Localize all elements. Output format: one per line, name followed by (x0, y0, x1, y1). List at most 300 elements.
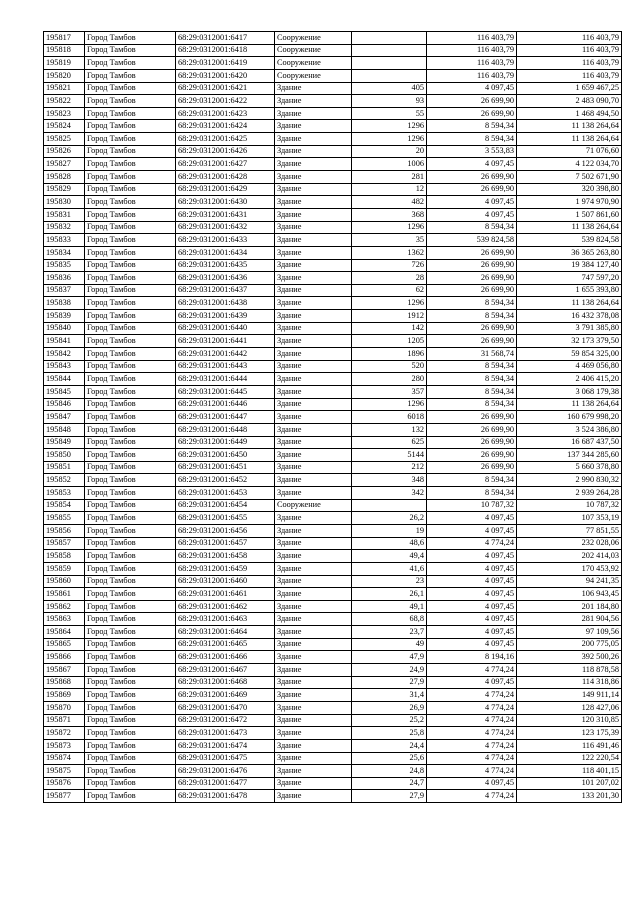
cadastral-number-cell: 68:29:0312001:6422 (176, 95, 275, 108)
municipality-cell: Город Тамбов (85, 512, 176, 525)
cadastral-value-cell: 116 403,79 (517, 32, 622, 45)
record-number-cell: 195846 (44, 398, 85, 411)
cadastral-value-cell: 160 679 998,20 (517, 411, 622, 424)
specific-value-cell: 4 097,45 (427, 512, 517, 525)
area-cell: 26,9 (352, 701, 427, 714)
table-row (44, 284, 622, 297)
record-number-cell: 195839 (44, 310, 85, 323)
object-type-cell: Здание (275, 714, 352, 727)
cadastral-number-cell: 68:29:0312001:6424 (176, 120, 275, 133)
record-number-cell: 195821 (44, 82, 85, 95)
municipality-cell: Город Тамбов (85, 449, 176, 462)
municipality-cell: Город Тамбов (85, 626, 176, 639)
cadastral-number-cell: 68:29:0312001:6456 (176, 524, 275, 537)
area-cell: 1296 (352, 133, 427, 146)
record-number-cell: 195822 (44, 95, 85, 108)
table-row (44, 348, 622, 361)
table-row (44, 651, 622, 664)
specific-value-cell: 26 699,90 (427, 411, 517, 424)
table-row (44, 638, 622, 651)
cadastral-value-cell: 3 791 385,80 (517, 322, 622, 335)
specific-value-cell: 26 699,90 (427, 246, 517, 259)
object-type-cell: Здание (275, 739, 352, 752)
object-type-cell: Здание (275, 120, 352, 133)
specific-value-cell: 8 594,34 (427, 310, 517, 323)
object-type-cell: Здание (275, 423, 352, 436)
cadastral-number-cell: 68:29:0312001:6451 (176, 461, 275, 474)
record-number-cell: 195827 (44, 158, 85, 171)
cadastral-number-cell: 68:29:0312001:6460 (176, 575, 275, 588)
area-cell (352, 57, 427, 70)
area-cell: 41,6 (352, 562, 427, 575)
object-type-cell: Здание (275, 550, 352, 563)
object-type-cell: Сооружение (275, 499, 352, 512)
record-number-cell: 195877 (44, 790, 85, 803)
table-row (44, 297, 622, 310)
table-row (44, 752, 622, 765)
cadastral-number-cell: 68:29:0312001:6461 (176, 588, 275, 601)
record-number-cell: 195860 (44, 575, 85, 588)
municipality-cell: Город Тамбов (85, 348, 176, 361)
area-cell: 27,9 (352, 676, 427, 689)
cadastral-value-cell: 71 076,60 (517, 145, 622, 158)
record-number-cell: 195830 (44, 196, 85, 209)
municipality-cell: Город Тамбов (85, 550, 176, 563)
cadastral-value-cell: 2 406 415,20 (517, 373, 622, 386)
cadastral-value-cell: 16 687 437,50 (517, 436, 622, 449)
specific-value-cell: 26 699,90 (427, 171, 517, 184)
municipality-cell: Город Тамбов (85, 57, 176, 70)
municipality-cell: Город Тамбов (85, 272, 176, 285)
municipality-cell: Город Тамбов (85, 183, 176, 196)
cadastral-number-cell: 68:29:0312001:6434 (176, 246, 275, 259)
object-type-cell: Здание (275, 436, 352, 449)
cadastral-number-cell: 68:29:0312001:6463 (176, 613, 275, 626)
specific-value-cell: 4 774,24 (427, 664, 517, 677)
table-row (44, 689, 622, 702)
area-cell: 1205 (352, 335, 427, 348)
table-row (44, 32, 622, 45)
area-cell: 24,8 (352, 765, 427, 778)
table-row (44, 423, 622, 436)
object-type-cell: Здание (275, 461, 352, 474)
cadastral-number-cell: 68:29:0312001:6458 (176, 550, 275, 563)
object-type-cell: Здание (275, 752, 352, 765)
table-row (44, 107, 622, 120)
object-type-cell: Здание (275, 790, 352, 803)
specific-value-cell: 4 774,24 (427, 765, 517, 778)
municipality-cell: Город Тамбов (85, 107, 176, 120)
object-type-cell: Здание (275, 335, 352, 348)
area-cell: 1296 (352, 297, 427, 310)
specific-value-cell: 8 594,34 (427, 221, 517, 234)
cadastral-number-cell: 68:29:0312001:6427 (176, 158, 275, 171)
municipality-cell: Город Тамбов (85, 575, 176, 588)
object-type-cell: Здание (275, 272, 352, 285)
table-row (44, 765, 622, 778)
cadastral-number-cell: 68:29:0312001:6433 (176, 234, 275, 247)
cadastral-value-cell: 11 138 264,64 (517, 120, 622, 133)
cadastral-value-cell: 2 939 264,28 (517, 487, 622, 500)
record-number-cell: 195854 (44, 499, 85, 512)
record-number-cell: 195819 (44, 57, 85, 70)
area-cell: 28 (352, 272, 427, 285)
record-number-cell: 195826 (44, 145, 85, 158)
cadastral-value-cell: 32 173 379,50 (517, 335, 622, 348)
cadastral-value-cell: 11 138 264,64 (517, 133, 622, 146)
object-type-cell: Здание (275, 537, 352, 550)
table-row (44, 335, 622, 348)
specific-value-cell: 116 403,79 (427, 32, 517, 45)
table-row (44, 562, 622, 575)
specific-value-cell: 26 699,90 (427, 322, 517, 335)
area-cell: 342 (352, 487, 427, 500)
cadastral-number-cell: 68:29:0312001:6440 (176, 322, 275, 335)
object-type-cell: Здание (275, 246, 352, 259)
specific-value-cell: 26 699,90 (427, 436, 517, 449)
cadastral-number-cell: 68:29:0312001:6477 (176, 777, 275, 790)
record-number-cell: 195850 (44, 449, 85, 462)
area-cell: 405 (352, 82, 427, 95)
cadastral-number-cell: 68:29:0312001:6466 (176, 651, 275, 664)
table-row (44, 82, 622, 95)
cadastral-number-cell: 68:29:0312001:6431 (176, 208, 275, 221)
specific-value-cell: 26 699,90 (427, 259, 517, 272)
specific-value-cell: 4 774,24 (427, 689, 517, 702)
table-row (44, 550, 622, 563)
record-number-cell: 195840 (44, 322, 85, 335)
municipality-cell: Город Тамбов (85, 411, 176, 424)
area-cell: 348 (352, 474, 427, 487)
cadastral-number-cell: 68:29:0312001:6425 (176, 133, 275, 146)
cadastral-number-cell: 68:29:0312001:6437 (176, 284, 275, 297)
area-cell: 20 (352, 145, 427, 158)
cadastral-number-cell: 68:29:0312001:6455 (176, 512, 275, 525)
record-number-cell: 195832 (44, 221, 85, 234)
specific-value-cell: 8 194,16 (427, 651, 517, 664)
area-cell: 726 (352, 259, 427, 272)
specific-value-cell: 4 097,45 (427, 638, 517, 651)
area-cell: 31,4 (352, 689, 427, 702)
record-number-cell: 195837 (44, 284, 85, 297)
record-number-cell: 195847 (44, 411, 85, 424)
municipality-cell: Город Тамбов (85, 284, 176, 297)
object-type-cell: Здание (275, 524, 352, 537)
table-row (44, 436, 622, 449)
cadastral-value-cell: 77 851,55 (517, 524, 622, 537)
area-cell: 23,7 (352, 626, 427, 639)
area-cell: 49,1 (352, 600, 427, 613)
object-type-cell: Здание (275, 626, 352, 639)
municipality-cell: Город Тамбов (85, 562, 176, 575)
table-row (44, 171, 622, 184)
cadastral-number-cell: 68:29:0312001:6445 (176, 385, 275, 398)
municipality-cell: Город Тамбов (85, 171, 176, 184)
object-type-cell: Здание (275, 765, 352, 778)
cadastral-number-cell: 68:29:0312001:6420 (176, 69, 275, 82)
table-row (44, 95, 622, 108)
specific-value-cell: 10 787,32 (427, 499, 517, 512)
record-number-cell: 195823 (44, 107, 85, 120)
object-type-cell: Здание (275, 348, 352, 361)
object-type-cell: Здание (275, 360, 352, 373)
cadastral-number-cell: 68:29:0312001:6436 (176, 272, 275, 285)
area-cell: 23 (352, 575, 427, 588)
record-number-cell: 195858 (44, 550, 85, 563)
record-number-cell: 195851 (44, 461, 85, 474)
cadastral-number-cell: 68:29:0312001:6419 (176, 57, 275, 70)
specific-value-cell: 4 097,45 (427, 626, 517, 639)
record-number-cell: 195849 (44, 436, 85, 449)
table-row (44, 588, 622, 601)
record-number-cell: 195833 (44, 234, 85, 247)
specific-value-cell: 4 097,45 (427, 588, 517, 601)
area-cell: 1296 (352, 398, 427, 411)
cadastral-value-cell: 116 491,46 (517, 739, 622, 752)
object-type-cell: Здание (275, 474, 352, 487)
table-row (44, 626, 622, 639)
municipality-cell: Город Тамбов (85, 120, 176, 133)
cadastral-value-cell: 1 659 467,25 (517, 82, 622, 95)
cadastral-value-cell: 200 775,05 (517, 638, 622, 651)
table-row (44, 373, 622, 386)
cadastral-number-cell: 68:29:0312001:6476 (176, 765, 275, 778)
cadastral-number-cell: 68:29:0312001:6430 (176, 196, 275, 209)
cadastral-value-cell: 1 974 970,90 (517, 196, 622, 209)
specific-value-cell: 4 097,45 (427, 676, 517, 689)
record-number-cell: 195824 (44, 120, 85, 133)
object-type-cell: Сооружение (275, 44, 352, 57)
specific-value-cell: 539 824,58 (427, 234, 517, 247)
cadastral-value-cell: 59 854 325,00 (517, 348, 622, 361)
cadastral-number-cell: 68:29:0312001:6444 (176, 373, 275, 386)
record-number-cell: 195818 (44, 44, 85, 57)
object-type-cell: Здание (275, 676, 352, 689)
cadastral-number-cell: 68:29:0312001:6443 (176, 360, 275, 373)
record-number-cell: 195852 (44, 474, 85, 487)
cadastral-number-cell: 68:29:0312001:6449 (176, 436, 275, 449)
municipality-cell: Город Тамбов (85, 524, 176, 537)
cadastral-number-cell: 68:29:0312001:6429 (176, 183, 275, 196)
area-cell (352, 499, 427, 512)
municipality-cell: Город Тамбов (85, 777, 176, 790)
area-cell: 93 (352, 95, 427, 108)
table-row (44, 739, 622, 752)
cadastral-value-cell: 122 220,54 (517, 752, 622, 765)
cadastral-number-cell: 68:29:0312001:6452 (176, 474, 275, 487)
municipality-cell: Город Тамбов (85, 196, 176, 209)
cadastral-value-cell: 202 414,03 (517, 550, 622, 563)
cadastral-value-cell: 281 904,56 (517, 613, 622, 626)
specific-value-cell: 8 594,34 (427, 297, 517, 310)
municipality-cell: Город Тамбов (85, 82, 176, 95)
record-number-cell: 195838 (44, 297, 85, 310)
municipality-cell: Город Тамбов (85, 246, 176, 259)
municipality-cell: Город Тамбов (85, 499, 176, 512)
cadastral-value-cell: 10 787,32 (517, 499, 622, 512)
specific-value-cell: 26 699,90 (427, 107, 517, 120)
cadastral-value-cell: 120 310,85 (517, 714, 622, 727)
cadastral-value-cell: 320 398,80 (517, 183, 622, 196)
record-number-cell: 195825 (44, 133, 85, 146)
municipality-cell: Город Тамбов (85, 259, 176, 272)
record-number-cell: 195845 (44, 385, 85, 398)
cadastral-value-cell: 133 201,30 (517, 790, 622, 803)
table-row (44, 777, 622, 790)
cadastral-value-cell: 170 453,92 (517, 562, 622, 575)
table-row (44, 120, 622, 133)
cadastral-value-cell: 1 468 494,50 (517, 107, 622, 120)
area-cell: 1296 (352, 221, 427, 234)
area-cell: 482 (352, 196, 427, 209)
record-number-cell: 195834 (44, 246, 85, 259)
record-number-cell: 195828 (44, 171, 85, 184)
cadastral-value-cell: 116 403,79 (517, 57, 622, 70)
table-row (44, 487, 622, 500)
cadastral-number-cell: 68:29:0312001:6421 (176, 82, 275, 95)
specific-value-cell: 8 594,34 (427, 133, 517, 146)
table-row (44, 461, 622, 474)
municipality-cell: Город Тамбов (85, 461, 176, 474)
specific-value-cell: 4 774,24 (427, 537, 517, 550)
specific-value-cell: 4 774,24 (427, 790, 517, 803)
cadastral-value-cell: 106 943,45 (517, 588, 622, 601)
area-cell: 142 (352, 322, 427, 335)
area-cell: 368 (352, 208, 427, 221)
cadastral-value-cell: 1 507 861,60 (517, 208, 622, 221)
record-number-cell: 195861 (44, 588, 85, 601)
area-cell: 281 (352, 171, 427, 184)
area-cell: 24,4 (352, 739, 427, 752)
municipality-cell: Город Тамбов (85, 234, 176, 247)
area-cell: 212 (352, 461, 427, 474)
record-number-cell: 195855 (44, 512, 85, 525)
municipality-cell: Город Тамбов (85, 588, 176, 601)
specific-value-cell: 4 774,24 (427, 714, 517, 727)
table-row (44, 183, 622, 196)
specific-value-cell: 4 097,45 (427, 600, 517, 613)
area-cell (352, 44, 427, 57)
object-type-cell: Здание (275, 512, 352, 525)
object-type-cell: Здание (275, 562, 352, 575)
specific-value-cell: 26 699,90 (427, 423, 517, 436)
record-number-cell: 195870 (44, 701, 85, 714)
cadastral-value-cell: 4 122 034,70 (517, 158, 622, 171)
area-cell: 49 (352, 638, 427, 651)
object-type-cell: Здание (275, 310, 352, 323)
record-number-cell: 195844 (44, 373, 85, 386)
cadastral-number-cell: 68:29:0312001:6462 (176, 600, 275, 613)
object-type-cell: Здание (275, 664, 352, 677)
table-row (44, 664, 622, 677)
cadastral-value-cell: 97 109,56 (517, 626, 622, 639)
area-cell: 25,8 (352, 727, 427, 740)
table-row (44, 259, 622, 272)
record-number-cell: 195862 (44, 600, 85, 613)
table-row (44, 322, 622, 335)
object-type-cell: Здание (275, 145, 352, 158)
table-row (44, 272, 622, 285)
municipality-cell: Город Тамбов (85, 714, 176, 727)
table-row (44, 44, 622, 57)
municipality-cell: Город Тамбов (85, 385, 176, 398)
object-type-cell: Здание (275, 638, 352, 651)
record-number-cell: 195829 (44, 183, 85, 196)
cadastral-number-cell: 68:29:0312001:6418 (176, 44, 275, 57)
table-row (44, 575, 622, 588)
cadastral-number-cell: 68:29:0312001:6417 (176, 32, 275, 45)
object-type-cell: Здание (275, 373, 352, 386)
specific-value-cell: 26 699,90 (427, 183, 517, 196)
table-row (44, 512, 622, 525)
cadastral-number-cell: 68:29:0312001:6446 (176, 398, 275, 411)
table-row (44, 196, 622, 209)
record-number-cell: 195820 (44, 69, 85, 82)
area-cell: 5144 (352, 449, 427, 462)
area-cell: 19 (352, 524, 427, 537)
area-cell: 26,1 (352, 588, 427, 601)
object-type-cell: Сооружение (275, 69, 352, 82)
municipality-cell: Город Тамбов (85, 613, 176, 626)
area-cell: 12 (352, 183, 427, 196)
specific-value-cell: 8 594,34 (427, 385, 517, 398)
object-type-cell: Здание (275, 588, 352, 601)
cadastral-number-cell: 68:29:0312001:6432 (176, 221, 275, 234)
municipality-cell: Город Тамбов (85, 474, 176, 487)
specific-value-cell: 8 594,34 (427, 474, 517, 487)
record-number-cell: 195865 (44, 638, 85, 651)
area-cell: 1912 (352, 310, 427, 323)
specific-value-cell: 4 097,45 (427, 550, 517, 563)
object-type-cell: Здание (275, 183, 352, 196)
specific-value-cell: 4 774,24 (427, 701, 517, 714)
area-cell: 27,9 (352, 790, 427, 803)
cadastral-value-cell: 116 403,79 (517, 69, 622, 82)
specific-value-cell: 26 699,90 (427, 335, 517, 348)
area-cell: 49,4 (352, 550, 427, 563)
municipality-cell: Город Тамбов (85, 322, 176, 335)
cadastral-value-cell: 118 401,15 (517, 765, 622, 778)
record-number-cell: 195871 (44, 714, 85, 727)
cadastral-number-cell: 68:29:0312001:6423 (176, 107, 275, 120)
record-number-cell: 195856 (44, 524, 85, 537)
cadastral-number-cell: 68:29:0312001:6438 (176, 297, 275, 310)
specific-value-cell: 4 774,24 (427, 727, 517, 740)
object-type-cell: Здание (275, 196, 352, 209)
area-cell: 55 (352, 107, 427, 120)
municipality-cell: Город Тамбов (85, 221, 176, 234)
object-type-cell: Здание (275, 575, 352, 588)
cadastral-number-cell: 68:29:0312001:6468 (176, 676, 275, 689)
cadastral-value-cell: 123 175,39 (517, 727, 622, 740)
object-type-cell: Здание (275, 600, 352, 613)
municipality-cell: Город Тамбов (85, 487, 176, 500)
cadastral-number-cell: 68:29:0312001:6474 (176, 739, 275, 752)
area-cell: 6018 (352, 411, 427, 424)
cadastral-value-cell: 36 365 263,80 (517, 246, 622, 259)
cadastral-number-cell: 68:29:0312001:6441 (176, 335, 275, 348)
table-row (44, 727, 622, 740)
cadastral-number-cell: 68:29:0312001:6473 (176, 727, 275, 740)
specific-value-cell: 8 594,34 (427, 398, 517, 411)
table-row (44, 701, 622, 714)
area-cell: 24,7 (352, 777, 427, 790)
object-type-cell: Здание (275, 82, 352, 95)
specific-value-cell: 4 774,24 (427, 752, 517, 765)
cadastral-number-cell: 68:29:0312001:6464 (176, 626, 275, 639)
specific-value-cell: 116 403,79 (427, 44, 517, 57)
cadastral-number-cell: 68:29:0312001:6465 (176, 638, 275, 651)
